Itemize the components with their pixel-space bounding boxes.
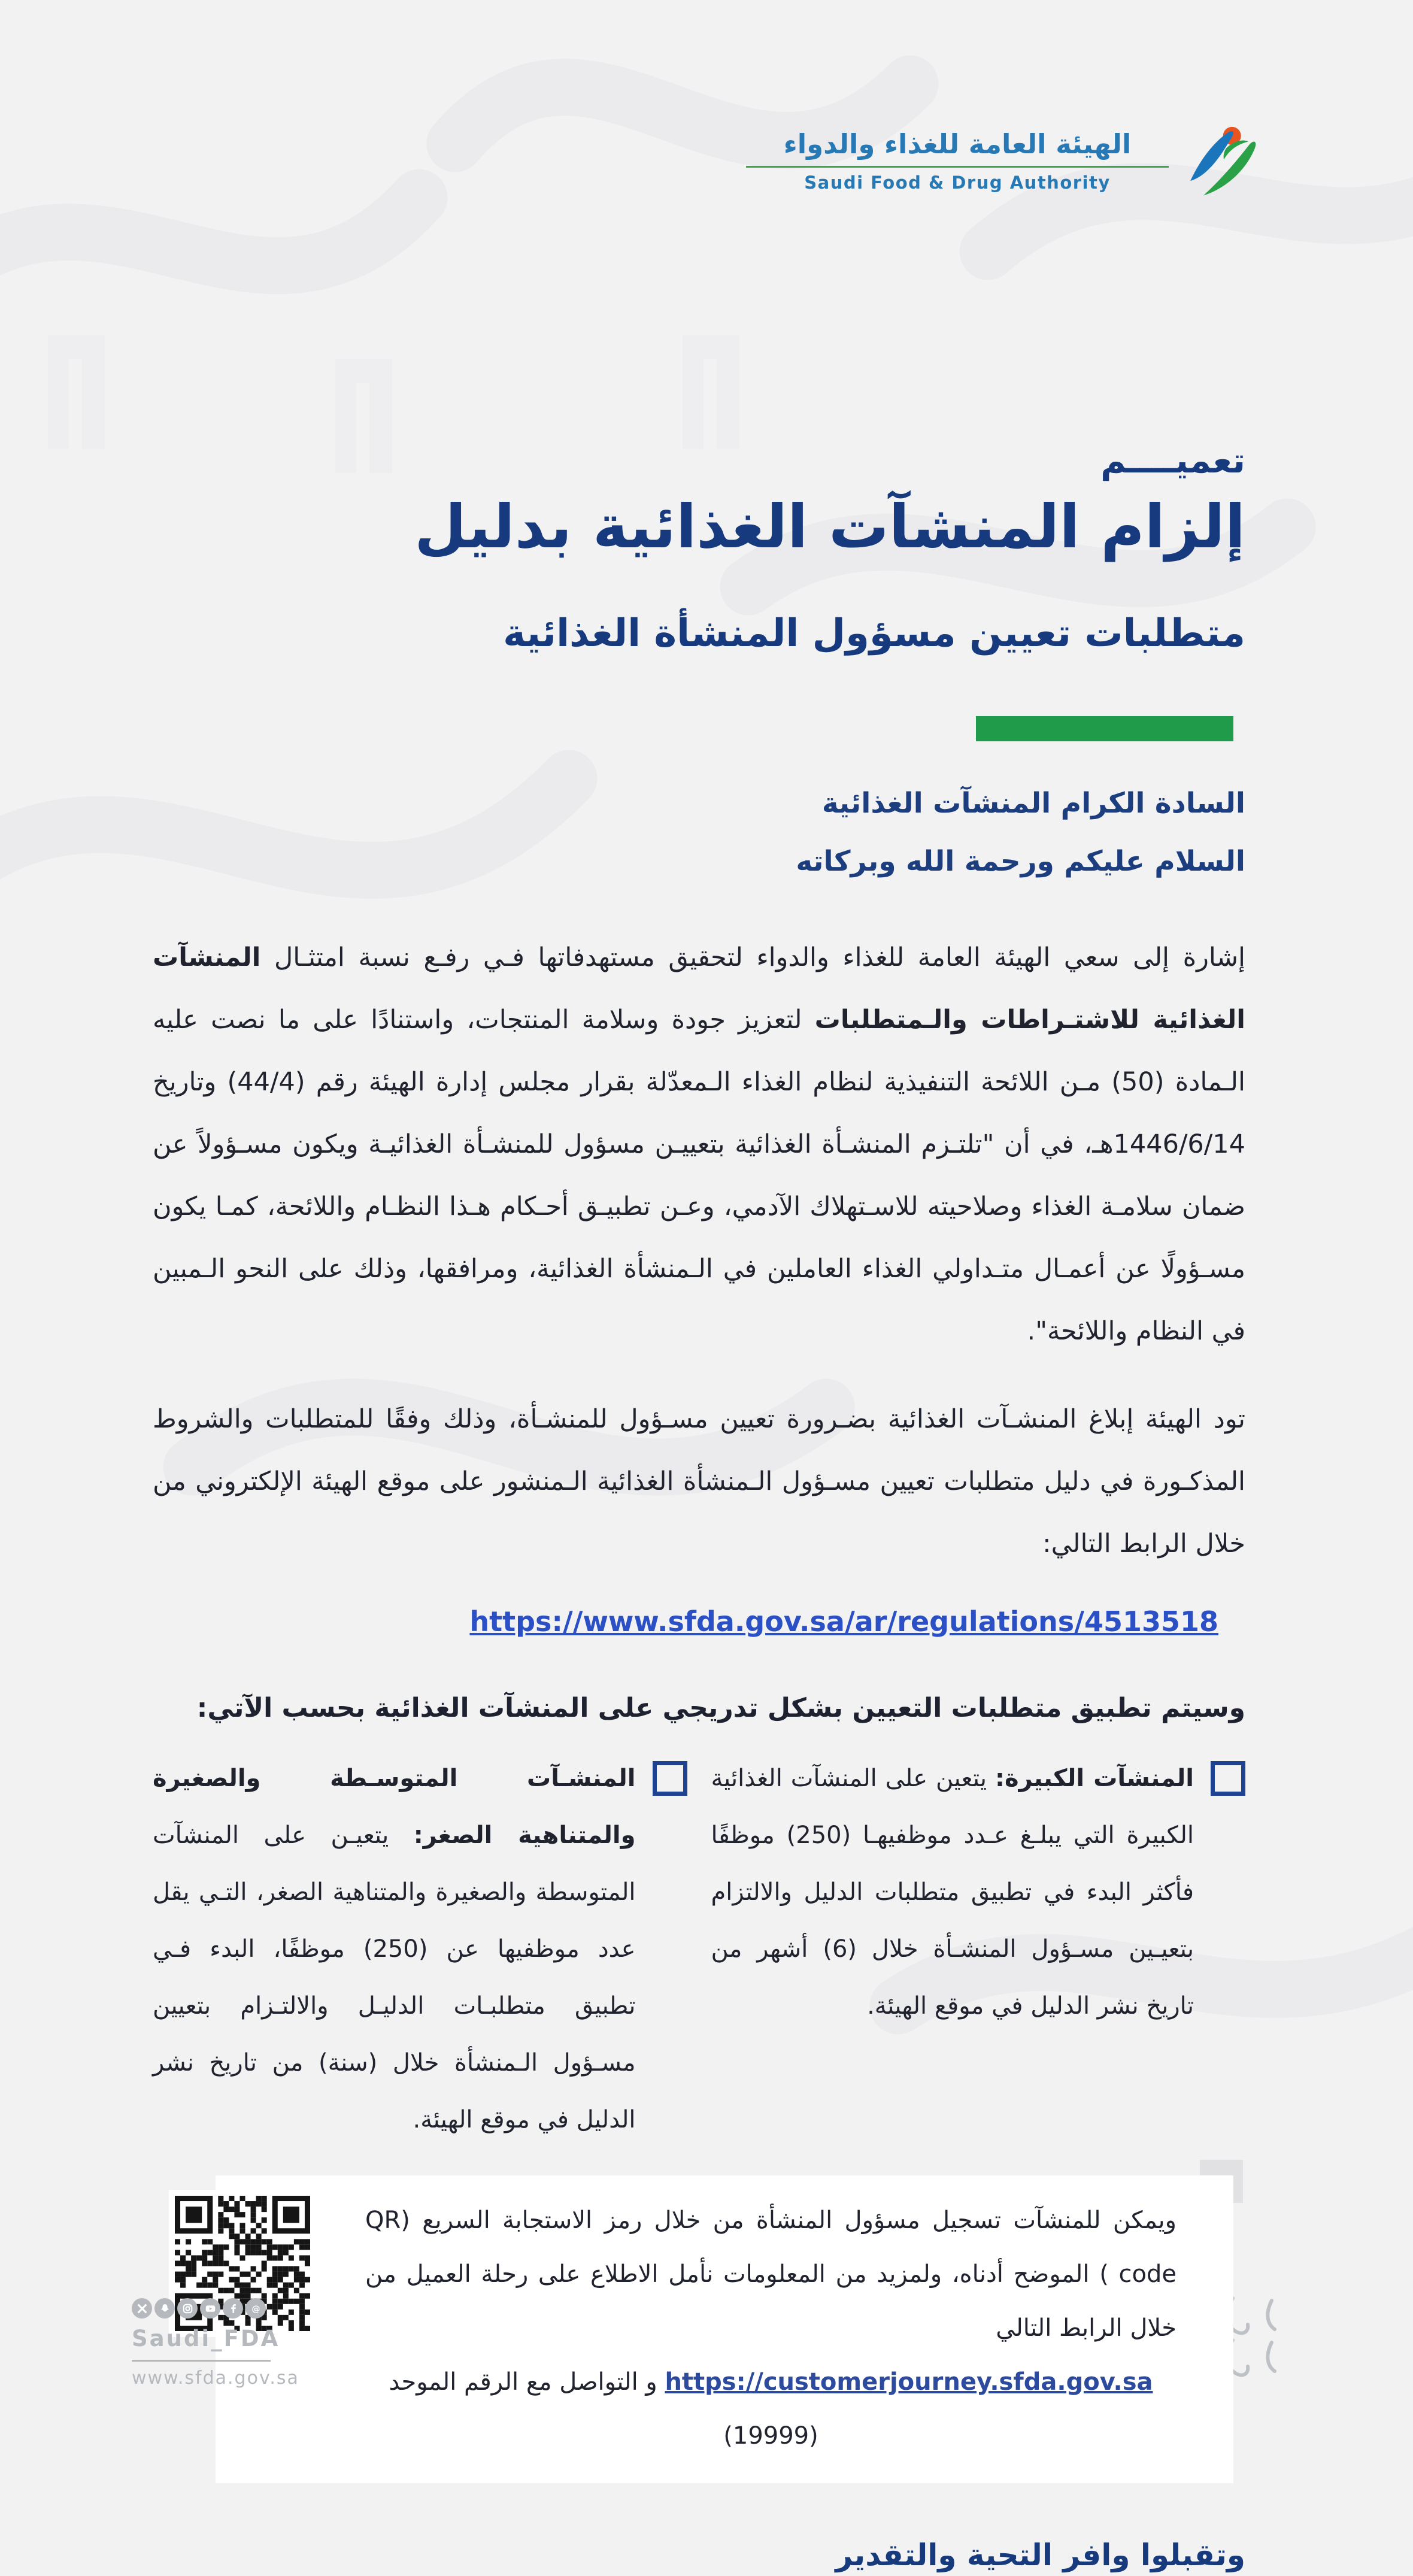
page-subtitle: متطلبات تعيين مسؤول المنشأة الغذائية (503, 611, 1245, 656)
authority-name-arabic: الهيئة العامة للغذاء والدواء (783, 128, 1132, 160)
customer-journey-link[interactable]: https://customerjourney.sfda.gov.sa (665, 2368, 1153, 2396)
paragraph-notification: تود الهيئة إبلاغ المنشـآت الغذائية بضـرورة تعيين مسـؤول للمنشـأة، وذلك وفقًا للمتطلبات والشروط المذكـورة في دليل متطلبات تعيين مسـؤول الـمنشأة الغذائية الـمنشور على موقع الهيئة الإلكتروني من خلال الرابط التالي: (153, 1404, 1245, 1559)
footer-divider (132, 2360, 271, 2362)
authority-name-english: Saudi Food & Drug Authority (804, 172, 1111, 193)
greeting-line-1: السادة الكرام المنشآت الغذائية (821, 786, 1245, 820)
regulations-link[interactable]: https://www.sfda.gov.sa/ar/regulations/4513518 (469, 1605, 1218, 1638)
page-title: إلزام المنشآت الغذائية بدليل (414, 491, 1245, 562)
establishment-categories (153, 1750, 1245, 2148)
closing-salutation: وتقبلوا وافر التحية والتقدير (835, 2537, 1245, 2572)
youtube-icon[interactable] (200, 2298, 220, 2319)
snapchat-icon[interactable] (154, 2298, 175, 2319)
logo-divider (746, 166, 1169, 168)
list-item-sme-establishments (153, 1750, 687, 2148)
qr-info-box (216, 2175, 1233, 2483)
qr-info-section (216, 2175, 1233, 2483)
qr-contact-line (365, 2355, 1177, 2463)
social-icons-row (132, 2298, 271, 2319)
facebook-icon[interactable] (223, 2298, 243, 2319)
website-url: www.sfda.gov.sa (132, 2368, 299, 2389)
instagram-icon[interactable] (177, 2298, 198, 2319)
item-text: يتعيـن على المنشآت المتوسطة والصغيرة والمتناهية الصغر، التـي يقل عدد موظفيها عن (250) موظفًا، البدء فـي تطبيق متطلبـات الدليـل والالتـزام بتعيين مسـؤول الـمنشأة خلال (سنة) من تاريخ نشر الدليل في موقع الهيئة. (153, 1821, 636, 2133)
paragraph-regulation-bold: المنشآت الغذائية للاشتـراطات والـمتطلبات (153, 942, 1245, 1035)
x-icon[interactable] (132, 2298, 152, 2319)
paragraph-regulation (153, 926, 1245, 1362)
item-title: المنشـآت المتوسـطة والصغيرة والمتناهية الصغر: (153, 1764, 636, 1849)
sfda-logo-text (745, 129, 1170, 193)
sme-establishments-text (153, 1750, 636, 2148)
item-text: يتعين على المنشآت الغذائية الكبيرة التي يبلـغ عـدد موظفيهـا (250) موظفًا فأكثر البدء في تطبيق متطلبات الدليل والالتزام بتعيـين مسـؤول المنشـأة خلال (6) أشهر من تاريخ نشر الدليل في موقع الهيئة. (711, 1764, 1194, 2020)
checkbox-sme-establishments-icon[interactable] (653, 1761, 687, 1796)
title-accent-bar (976, 716, 1233, 741)
item-title: المنشآت الكبيرة: (994, 1764, 1194, 1792)
rollout-intro: وسيتم تطبيق متطلبات التعيين بشكل تدريجي على المنشآت الغذائية بحسب الآتي: (196, 1692, 1245, 1723)
greeting-block (153, 774, 1245, 890)
qr-instruction-text: ويمكن للمنشآت تسجيل مسؤول المنشأة من خلال رمز الاستجابة السريع (QR code ) الموضح أدناه، ولمزيد من المعلومات نأمل الاطلاع على رحلة العميل من خلال الرابط التالي (365, 2206, 1177, 2342)
checkbox-large-establishments-icon[interactable] (1211, 1761, 1245, 1796)
list-item-large-establishments (711, 1750, 1246, 2148)
sfda-logo (745, 129, 1275, 210)
paragraph-regulation-rest: لتعزيز جودة وسلامة المنتجات، واستنادًا على ما نصت عليه الـمادة (50) مـن اللائحة التنفيذية لنظام الغذاء الـمعدّلة بقرار مجلس إدارة الهيئة رقم (44/4) وتاريخ 1446/6/14هـ، في أن "تلتـزم المنشـأة الغذائية بتعييـن مسؤول للمنشـأة الغذائيـة ويكون مسـؤولاً عن ضمان سلامـة الغذاء وصلاحيته للاسـتهلاك الآدمي، وعـن تطبيـق أحـكام هـذا النظـام واللائحة، كمـا يكون مسـؤولًا عن أعمـال متـداولي الغذاء العاملين في الـمنشأة الغذائية، ومرافقها، وذلك على النحو الـمبين في النظام واللائحة". (153, 1004, 1245, 1346)
sfda-logo-mark-icon (1185, 120, 1275, 210)
document-kicker: تعميــــم (1100, 440, 1245, 481)
paragraph-regulation-start: إشارة إلى سعي الهيئة العامة للغذاء والدواء لتحقيق مستهدفاتها فـي رفـع نسبة امتثـال (260, 942, 1245, 972)
footer (132, 2298, 299, 2389)
threads-icon[interactable] (245, 2298, 266, 2319)
greeting-line-2: السلام عليكم ورحمة الله وبركاته (796, 844, 1245, 878)
unified-number-text: و التواصل مع الرقم الموحد (19999) (389, 2368, 818, 2450)
large-establishments-text (711, 1750, 1194, 2148)
svg-text:@: @ (251, 2304, 260, 2314)
social-handle: Saudi_FDA (132, 2326, 280, 2351)
regulations-link-row (153, 1601, 1218, 1642)
